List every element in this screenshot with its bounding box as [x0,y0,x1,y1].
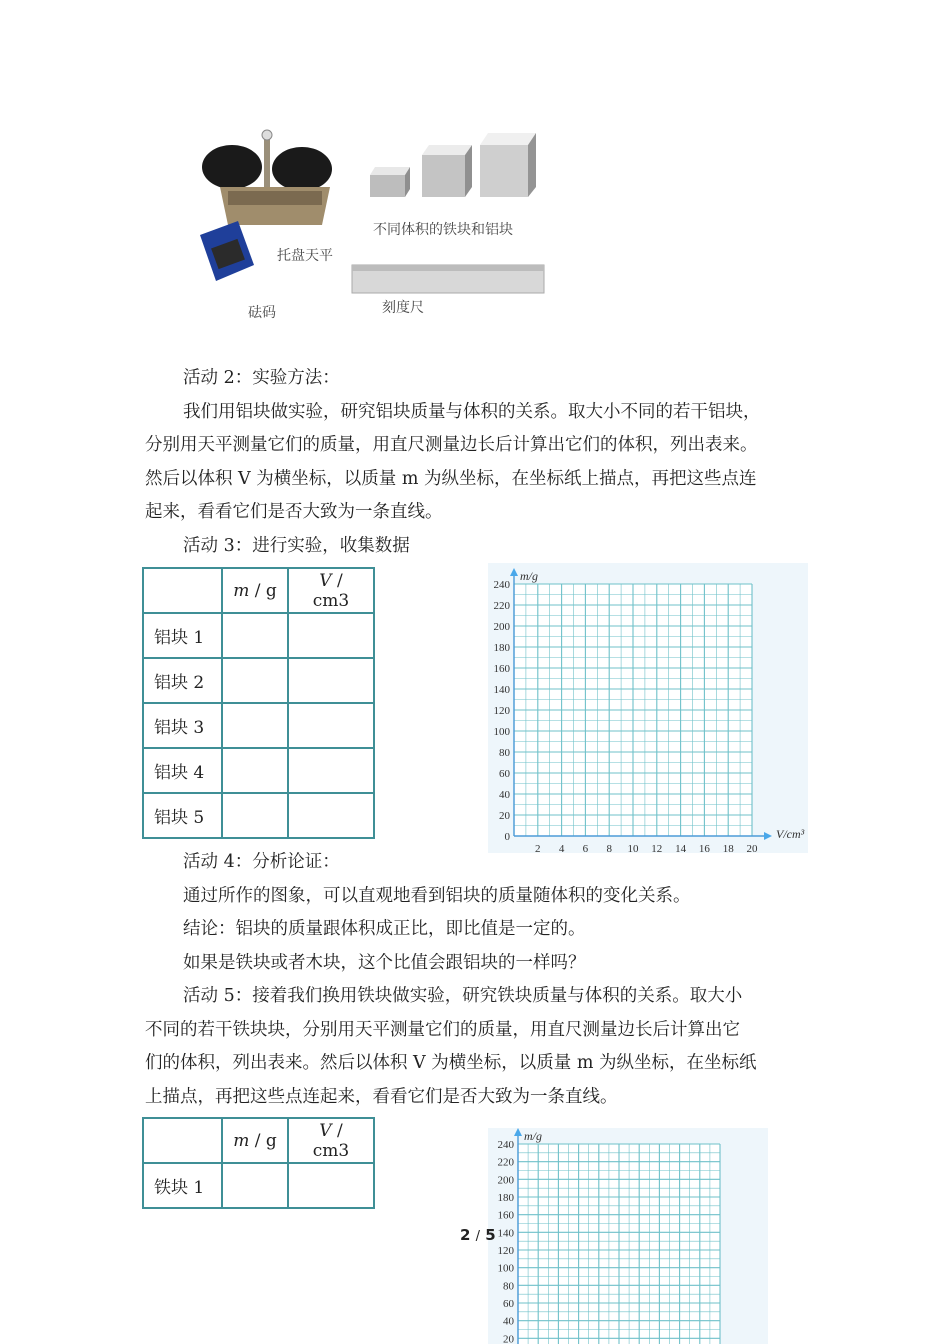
act5-line1: 活动 5：接着我们换用铁块做实验，研究铁块质量与体积的关系。取大小 [183,986,743,1006]
row-label: 铁块 1 [143,1163,222,1208]
row-label: 铝块 5 [143,793,222,838]
y-tick-label: 60 [503,1298,514,1310]
mass-var: m [233,580,250,601]
act5-line3: 们的体积，列出表来。然后以体积 V 为横坐标，以质量 m 为纵坐标，在坐标纸 [145,1053,757,1073]
volume-unit: / cm3 [312,570,350,611]
table-row [143,1163,374,1208]
table-header-empty [143,568,222,613]
act2-line4: 起来，看看它们是否大致为一条直线。 [145,502,443,522]
y-axis-label: m/g [524,1129,542,1143]
x-tick-label: 2 [535,843,541,853]
volume-var: V [319,1120,332,1141]
mass-var: m [233,1130,250,1151]
weights-label: 砝码 [248,305,276,321]
table-header-volume [288,1118,374,1163]
x-tick-label: 10 [627,843,639,853]
row-label: 铝块 4 [143,748,222,793]
y-tick-label: 20 [503,1333,514,1344]
act5-line2: 不同的若干铁块块，分别用天平测量它们的质量，用直尺测量边长后计算出它 [145,1020,740,1040]
page-current: 2 [460,1226,471,1244]
volume-cell[interactable] [288,613,374,658]
y-tick-label: 160 [497,1209,514,1222]
y-tick-label: 160 [493,663,510,675]
act5-line4: 上描点，再把这些点连起来，看看它们是否大致为一条直线。 [145,1087,618,1107]
table-header-volume [288,568,374,613]
y-tick-label: 220 [497,1156,514,1169]
act3-title: 活动 3：进行实验，收集数据 [183,536,410,556]
table-row [143,703,374,748]
aluminium-data-table [142,567,375,839]
x-tick-label: 6 [582,843,589,853]
table-header-mass [222,568,288,613]
mass-cell[interactable] [222,1163,288,1208]
y-tick-label: 240 [497,1139,514,1151]
mass-cell[interactable] [222,613,288,658]
y-tick-label: 40 [499,789,510,801]
row-label: 铝块 3 [143,703,222,748]
y-tick-label: 0 [504,831,510,843]
act4-line1: 通过所作的图象，可以直观地看到铝块的质量随体积的变化关系。 [183,886,691,906]
act2-title: 活动 2：实验方法： [183,368,340,388]
row-label: 铝块 1 [143,613,222,658]
x-tick-label: 12 [651,843,663,853]
page-separator: / [475,1229,481,1244]
x-tick-label: 20 [746,843,758,853]
y-tick-label: 60 [499,768,510,780]
y-tick-label: 180 [497,1192,514,1204]
y-tick-label: 140 [497,1227,514,1240]
y-tick-label: 200 [493,621,510,633]
blocks-label: 不同体积的铁块和铝块 [373,222,513,238]
mass-cell[interactable] [222,793,288,838]
table-row [143,748,374,793]
y-tick-label: 220 [493,600,510,612]
y-tick-label: 80 [499,747,510,759]
y-tick-label: 100 [493,726,510,738]
y-tick-label: 140 [493,684,510,696]
y-tick-label: 200 [497,1174,514,1187]
volume-cell[interactable] [288,1163,374,1208]
table-header-empty [143,1118,222,1163]
iron-graph [488,1128,768,1344]
table-row [143,658,374,703]
y-tick-label: 120 [497,1245,514,1257]
act2-line1: 我们用铝块做实验，研究铝块质量与体积的关系。取大小不同的若干铝块， [183,402,761,422]
table-row [143,793,374,838]
volume-unit: / cm3 [312,1120,350,1161]
page-total: 5 [485,1226,496,1244]
y-axis-label: m/g [520,569,538,583]
table-row [143,613,374,658]
volume-var: V [319,570,332,591]
act4-title: 活动 4：分析论证： [183,852,340,872]
x-tick-label: 14 [675,843,687,853]
apparatus-illustration [190,125,560,330]
mass-unit: / g [249,1130,277,1151]
act4-line3: 如果是铁块或者木块，这个比值会跟铝块的一样吗？ [183,953,586,973]
table-header-row [143,568,374,613]
x-tick-label: 16 [698,843,710,853]
x-tick-label: 4 [558,843,565,853]
aluminium-graph [488,563,808,853]
y-tick-label: 180 [493,642,510,654]
act4-line2: 结论：铝块的质量跟体积成正比，即比值是一定的。 [183,919,586,939]
mass-cell[interactable] [222,748,288,793]
volume-cell[interactable] [288,748,374,793]
x-tick-label: 18 [722,843,734,853]
mass-cell[interactable] [222,703,288,748]
ruler-label: 刻度尺 [382,300,424,316]
volume-cell[interactable] [288,703,374,748]
page-number [460,1226,496,1244]
y-tick-label: 80 [503,1280,514,1293]
iron-data-table [142,1117,375,1209]
act2-line2: 分别用天平测量它们的质量，用直尺测量边长后计算出它们的体积，列出表来。 [145,435,758,455]
balance-label: 托盘天平 [277,248,333,264]
table-header-mass [222,1118,288,1163]
y-tick-label: 240 [493,579,510,591]
volume-cell[interactable] [288,658,374,703]
x-axis-label: V/cm³ [776,827,805,841]
row-label: 铝块 2 [143,658,222,703]
y-tick-label: 40 [503,1315,514,1328]
mass-cell[interactable] [222,658,288,703]
x-tick-label: 8 [606,843,612,853]
mass-unit: / g [249,580,277,601]
act2-line3: 然后以体积 V 为横坐标，以质量 m 为纵坐标，在坐标纸上描点，再把这些点连 [145,469,757,489]
volume-cell[interactable] [288,793,374,838]
table-header-row [143,1118,374,1163]
y-tick-label: 120 [493,705,510,717]
y-tick-label: 20 [499,810,510,822]
y-tick-label: 100 [497,1262,514,1275]
